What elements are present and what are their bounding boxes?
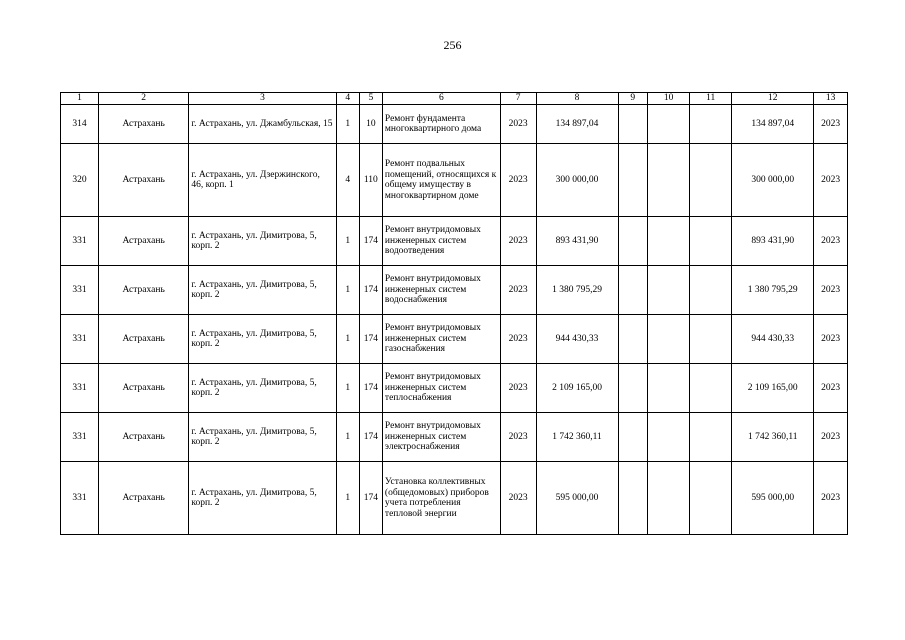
cell-col11 [690, 462, 732, 535]
cell-year: 2023 [500, 144, 536, 217]
column-header: 10 [648, 93, 690, 105]
table-row [61, 315, 848, 364]
cell-col10 [648, 105, 690, 144]
table-row [61, 364, 848, 413]
cell-col5: 174 [359, 315, 382, 364]
cell-year-end: 2023 [814, 462, 848, 535]
cell-col5: 174 [359, 266, 382, 315]
cell-year-end: 2023 [814, 105, 848, 144]
cell-col9 [618, 105, 647, 144]
column-header: 2 [98, 93, 188, 105]
cell-amount-total: 134 897,04 [732, 105, 814, 144]
cell-col4: 1 [336, 217, 359, 266]
cell-work-type: Установка коллективных (общедомовых) приборов учета потребления тепловой энергии [382, 462, 500, 535]
cell-amount: 595 000,00 [536, 462, 618, 535]
cell-address: г. Астрахань, ул. Димитрова, 5, корп. 2 [189, 364, 336, 413]
cell-municipality: Астрахань [98, 364, 188, 413]
cell-number: 331 [61, 217, 99, 266]
cell-municipality: Астрахань [98, 217, 188, 266]
cell-col9 [618, 217, 647, 266]
cell-municipality: Астрахань [98, 315, 188, 364]
column-header: 13 [814, 93, 848, 105]
cell-col4: 1 [336, 364, 359, 413]
cell-col4: 4 [336, 144, 359, 217]
cell-col5: 110 [359, 144, 382, 217]
table-row [61, 105, 848, 144]
cell-address: г. Астрахань, ул. Димитрова, 5, корп. 2 [189, 413, 336, 462]
cell-amount: 893 431,90 [536, 217, 618, 266]
cell-col5: 174 [359, 462, 382, 535]
cell-year-end: 2023 [814, 413, 848, 462]
cell-work-type: Ремонт фундамента многоквартирного дома [382, 105, 500, 144]
cell-amount-total: 944 430,33 [732, 315, 814, 364]
cell-address: г. Астрахань, ул. Джамбульская, 15 [189, 105, 336, 144]
repair-registry-table [60, 92, 848, 535]
cell-col4: 1 [336, 266, 359, 315]
cell-municipality: Астрахань [98, 462, 188, 535]
cell-number: 320 [61, 144, 99, 217]
cell-col10 [648, 315, 690, 364]
cell-year-end: 2023 [814, 266, 848, 315]
cell-year: 2023 [500, 413, 536, 462]
cell-col11 [690, 315, 732, 364]
cell-col11 [690, 105, 732, 144]
cell-work-type: Ремонт внутридомовых инженерных систем теплоснабжения [382, 364, 500, 413]
cell-col11 [690, 144, 732, 217]
cell-year: 2023 [500, 364, 536, 413]
cell-col10 [648, 462, 690, 535]
cell-col10 [648, 217, 690, 266]
cell-col10 [648, 144, 690, 217]
cell-municipality: Астрахань [98, 105, 188, 144]
column-header: 5 [359, 93, 382, 105]
cell-municipality: Астрахань [98, 266, 188, 315]
cell-address: г. Астрахань, ул. Дзержинского, 46, корп. 1 [189, 144, 336, 217]
cell-number: 331 [61, 315, 99, 364]
cell-year: 2023 [500, 105, 536, 144]
cell-number: 314 [61, 105, 99, 144]
cell-amount-total: 595 000,00 [732, 462, 814, 535]
cell-col10 [648, 413, 690, 462]
cell-col9 [618, 266, 647, 315]
cell-year-end: 2023 [814, 315, 848, 364]
cell-col9 [618, 462, 647, 535]
column-header: 12 [732, 93, 814, 105]
cell-amount-total: 2 109 165,00 [732, 364, 814, 413]
column-header: 3 [189, 93, 336, 105]
page-number: 256 [443, 38, 462, 52]
cell-address: г. Астрахань, ул. Димитрова, 5, корп. 2 [189, 217, 336, 266]
cell-col4: 1 [336, 315, 359, 364]
cell-col11 [690, 217, 732, 266]
cell-amount: 134 897,04 [536, 105, 618, 144]
table-row [61, 144, 848, 217]
cell-col10 [648, 266, 690, 315]
cell-address: г. Астрахань, ул. Димитрова, 5, корп. 2 [189, 315, 336, 364]
cell-col5: 10 [359, 105, 382, 144]
cell-col11 [690, 266, 732, 315]
cell-year-end: 2023 [814, 144, 848, 217]
cell-number: 331 [61, 462, 99, 535]
cell-col9 [618, 413, 647, 462]
cell-col9 [618, 144, 647, 217]
column-header: 1 [61, 93, 99, 105]
column-header: 9 [618, 93, 647, 105]
cell-work-type: Ремонт внутридомовых инженерных систем газоснабжения [382, 315, 500, 364]
cell-municipality: Астрахань [98, 413, 188, 462]
column-header: 7 [500, 93, 536, 105]
column-header: 6 [382, 93, 500, 105]
cell-amount-total: 300 000,00 [732, 144, 814, 217]
cell-year: 2023 [500, 462, 536, 535]
cell-col11 [690, 364, 732, 413]
cell-col4: 1 [336, 413, 359, 462]
header-row [61, 93, 848, 105]
cell-year-end: 2023 [814, 364, 848, 413]
cell-amount: 300 000,00 [536, 144, 618, 217]
column-header: 4 [336, 93, 359, 105]
cell-col4: 1 [336, 462, 359, 535]
cell-col4: 1 [336, 105, 359, 144]
cell-col9 [618, 315, 647, 364]
cell-amount: 2 109 165,00 [536, 364, 618, 413]
column-header: 8 [536, 93, 618, 105]
cell-amount-total: 893 431,90 [732, 217, 814, 266]
cell-number: 331 [61, 266, 99, 315]
cell-col9 [618, 364, 647, 413]
table-row [61, 413, 848, 462]
column-header: 11 [690, 93, 732, 105]
table-header [61, 93, 848, 105]
table-row [61, 462, 848, 535]
cell-amount: 1 742 360,11 [536, 413, 618, 462]
table-row [61, 266, 848, 315]
cell-work-type: Ремонт внутридомовых инженерных систем водоотведения [382, 217, 500, 266]
cell-year-end: 2023 [814, 217, 848, 266]
table-row [61, 217, 848, 266]
cell-number: 331 [61, 364, 99, 413]
cell-year: 2023 [500, 266, 536, 315]
cell-amount: 944 430,33 [536, 315, 618, 364]
cell-year: 2023 [500, 315, 536, 364]
cell-work-type: Ремонт внутридомовых инженерных систем водоснабжения [382, 266, 500, 315]
cell-amount: 1 380 795,29 [536, 266, 618, 315]
cell-address: г. Астрахань, ул. Димитрова, 5, корп. 2 [189, 266, 336, 315]
cell-amount-total: 1 380 795,29 [732, 266, 814, 315]
cell-work-type: Ремонт внутридомовых инженерных систем электроснабжения [382, 413, 500, 462]
cell-amount-total: 1 742 360,11 [732, 413, 814, 462]
cell-col5: 174 [359, 413, 382, 462]
cell-number: 331 [61, 413, 99, 462]
cell-year: 2023 [500, 217, 536, 266]
cell-address: г. Астрахань, ул. Димитрова, 5, корп. 2 [189, 462, 336, 535]
cell-work-type: Ремонт подвальных помещений, относящихся к общему имуществу в многоквартирном доме [382, 144, 500, 217]
cell-col10 [648, 364, 690, 413]
cell-col5: 174 [359, 364, 382, 413]
cell-col11 [690, 413, 732, 462]
cell-municipality: Астрахань [98, 144, 188, 217]
cell-col5: 174 [359, 217, 382, 266]
